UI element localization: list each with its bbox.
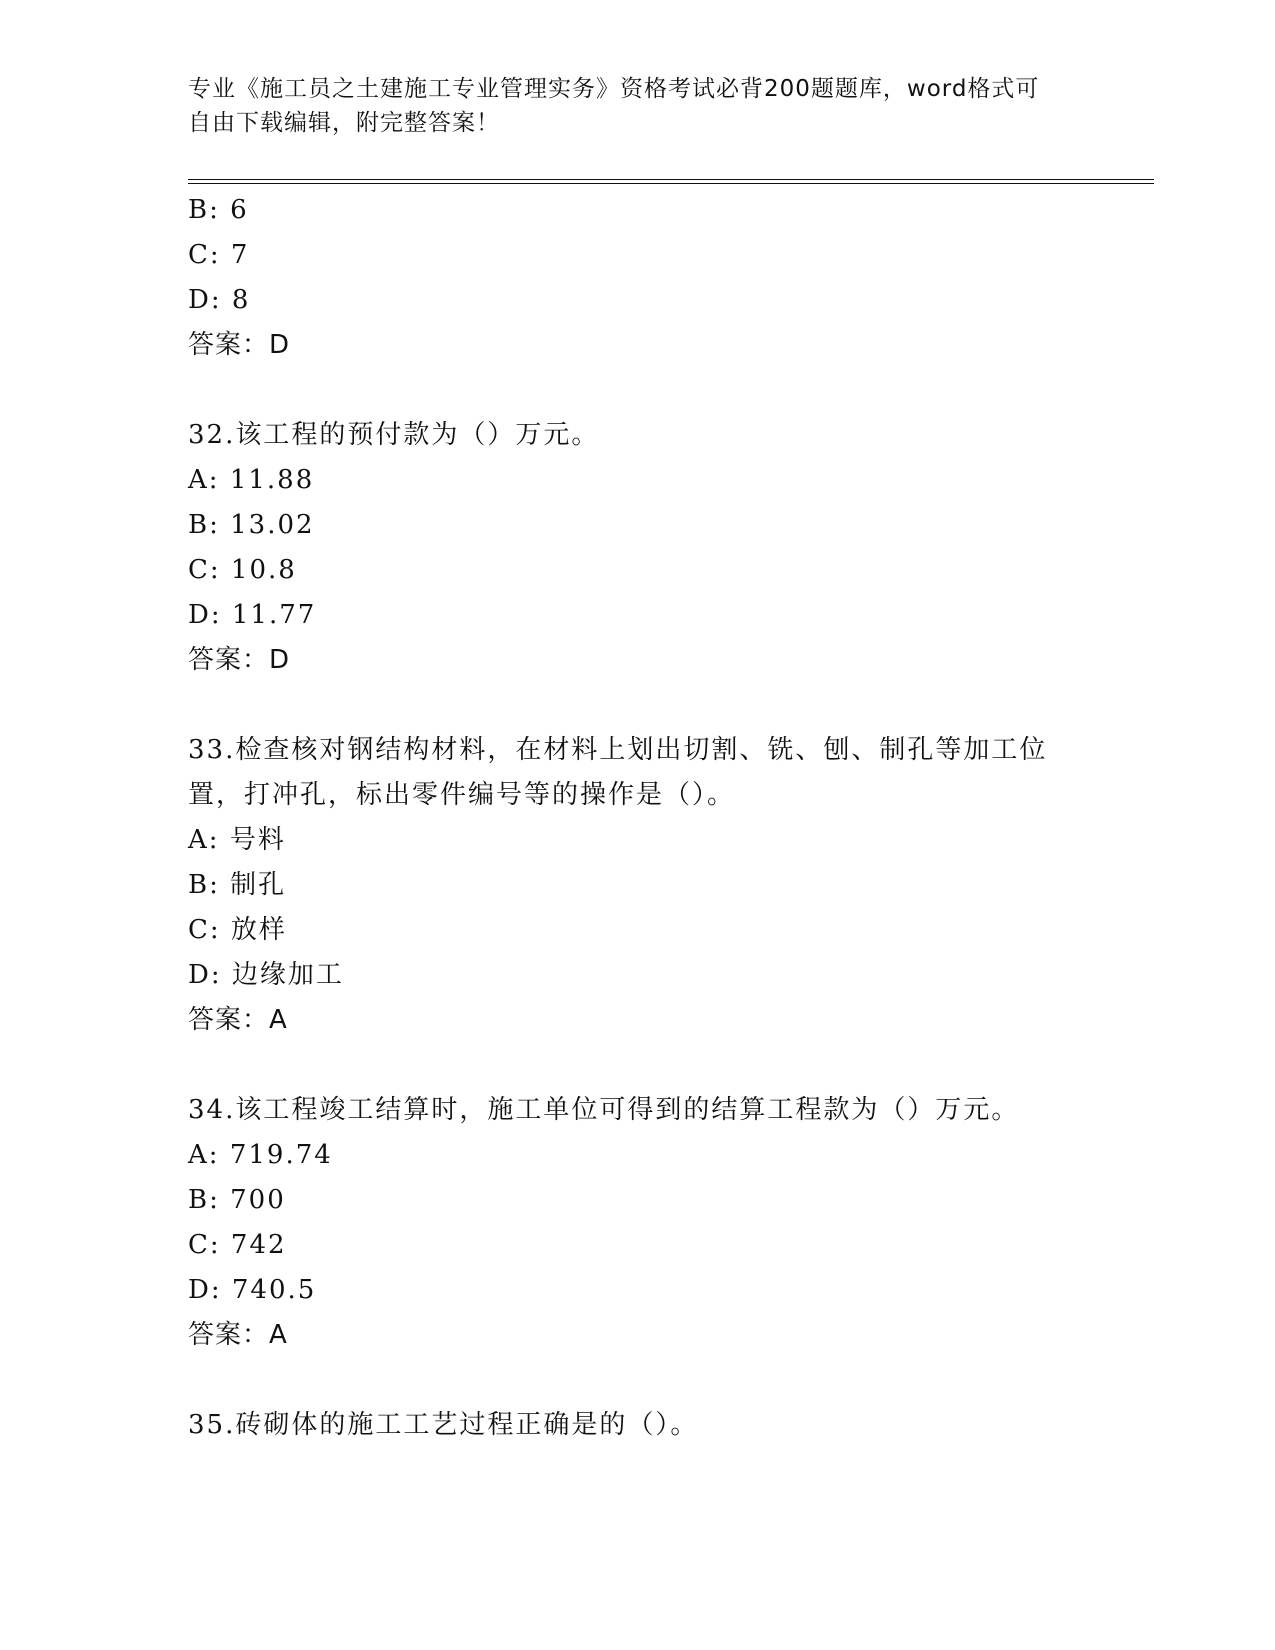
- q32-answer: 答案：D: [188, 645, 291, 675]
- option-text: 740.5: [231, 1275, 317, 1305]
- option-text: 13.02: [230, 510, 315, 540]
- option-text: 742: [230, 1230, 287, 1260]
- option-label: A:: [188, 1140, 220, 1170]
- option-text: 号料: [229, 825, 286, 855]
- q34-option-c: [188, 1228, 287, 1262]
- option-text: 7: [230, 240, 250, 270]
- q32-option-d: [188, 598, 316, 632]
- q34-question: 34.该工程竣工结算时，施工单位可得到的结算工程款为（）万元。: [188, 1095, 1020, 1125]
- q34-option-d: [188, 1273, 316, 1307]
- q32-question: 32.该工程的预付款为（）万元。: [188, 420, 600, 450]
- q32-option-b: [188, 508, 315, 542]
- q33-option-d: [188, 958, 344, 992]
- q31-option-d: [188, 283, 250, 317]
- option-label: B:: [188, 195, 220, 225]
- option-label: D:: [188, 285, 222, 315]
- option-label: C:: [188, 555, 221, 585]
- option-text: 700: [230, 1185, 286, 1215]
- option-text: 8: [231, 285, 251, 315]
- option-label: D:: [188, 960, 222, 990]
- option-label: D:: [188, 1275, 222, 1305]
- q31-answer: 答案：D: [188, 330, 291, 360]
- q31-option-b: [188, 193, 249, 227]
- q32-option-c: [188, 553, 297, 587]
- header-divider-top: [188, 179, 1154, 180]
- q34-answer: 答案：A: [188, 1320, 288, 1350]
- option-label: C:: [188, 915, 221, 945]
- option-text: 11.77: [231, 600, 317, 630]
- option-text: 6: [230, 195, 249, 225]
- option-text: 放样: [230, 915, 287, 945]
- q33-option-a: [188, 823, 286, 857]
- option-label: B:: [188, 870, 220, 900]
- option-label: B:: [188, 1185, 220, 1215]
- q33-option-c: [188, 913, 287, 947]
- header-line-2: 自由下载编辑，附完整答案！: [188, 110, 500, 136]
- q34-option-a: [188, 1138, 333, 1172]
- option-label: D:: [188, 600, 222, 630]
- q35-question: 35.砖砌体的施工工艺过程正确是的（）。: [188, 1410, 699, 1440]
- q33-question-line-2: 置，打冲孔，标出零件编号等的操作是（）。: [188, 780, 736, 810]
- option-text: 10.8: [230, 555, 297, 585]
- option-text: 11.88: [229, 465, 315, 495]
- option-label: C:: [188, 1230, 221, 1260]
- header-divider-bottom: [188, 183, 1154, 184]
- q31-option-c: [188, 238, 249, 272]
- q33-question-line-1: 33.检查核对钢结构材料，在材料上划出切割、铣、刨、制孔等加工位: [188, 735, 1048, 765]
- option-text: 719.74: [229, 1140, 333, 1170]
- option-label: A:: [188, 825, 220, 855]
- q32-option-a: [188, 463, 314, 497]
- header-line-1: 专业《施工员之土建施工专业管理实务》资格考试必背200题题库，word格式可: [188, 76, 1040, 102]
- option-label: A:: [188, 465, 220, 495]
- option-label: C:: [188, 240, 221, 270]
- option-text: 边缘加工: [231, 960, 344, 990]
- q33-option-b: [188, 868, 286, 902]
- q34-option-b: [188, 1183, 286, 1217]
- option-text: 制孔: [230, 870, 287, 900]
- document-header: [188, 72, 1088, 140]
- option-label: B:: [188, 510, 220, 540]
- q33-answer: 答案：A: [188, 1005, 288, 1035]
